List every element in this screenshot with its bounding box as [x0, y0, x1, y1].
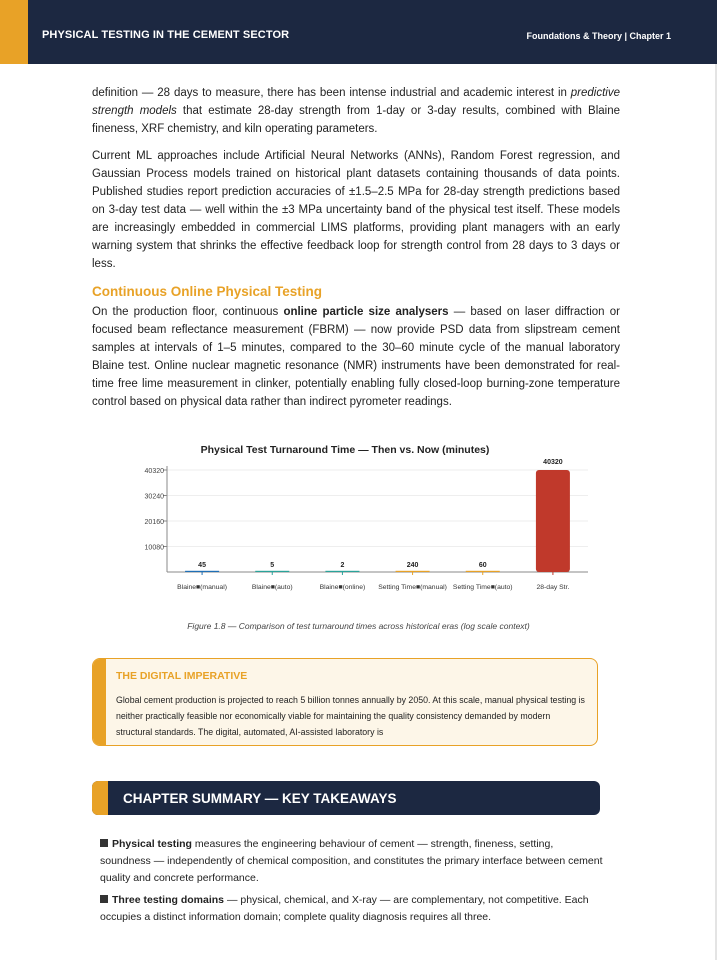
bar-value-label: 2: [340, 562, 345, 569]
takeaway-2-text: — physical, chemical, and X-ray — are complementary, not competitive. Each occupies a distinct information domain; complete quality diagnosis requires all three.: [100, 894, 589, 923]
callout-digital-imperative: [92, 658, 598, 746]
bar-value-label: 5: [270, 562, 275, 569]
bar-0: [185, 571, 219, 572]
bullet-square-icon: [100, 839, 108, 847]
x-category-label: Setting Time■(manual): [378, 584, 447, 591]
takeaway-1-bold: Physical testing: [112, 838, 192, 850]
para3-text-b: — based on laser diffraction or focused beam reflectance measurement (FBRM) — now provide PSD data from slipstream cement samples at intervals of 1–5 minutes, compared to the 30–60 minute cycle of the manual laboratory Blaine test. Online nuclear magnetic resonance (NMR) instruments have been demonstrated for real-time free lime measurement in clinker, potentially enabling fully closed-loop burning-zone temperature control based on physical data rather than indirect pyrometer readings.: [92, 306, 620, 408]
section-heading: Continuous Online Physical Testing: [92, 284, 323, 299]
takeaway-2-bold: Three testing domains: [112, 894, 225, 906]
figure-caption: Figure 1.8 — Comparison of test turnaround times across historical eras (log scale context): [187, 621, 530, 631]
bar-value-label: 240: [406, 562, 419, 569]
para2-text: Current ML approaches include Artificial Neural Networks (ANNs), Random Forest regression, and Gaussian Process models trained on historical plant datasets containing thousands of data points. Published studies report prediction accuracies of ±1.5–2.5 MPa for 28-day strength predictions based on 3-day test data — well within the ±3 MPa uncertainty band of the physical test itself. These models are increasingly embedded in commercial LIMS platforms, providing plant managers with an early warning system that shrinks the effective feedback loop for strength control from 28 days to 3 days or less.: [92, 150, 620, 270]
y-tick-label: 30240: [144, 493, 164, 501]
chart-title: Physical Test Turnaround Time — Then vs. Now (minutes): [200, 444, 490, 456]
takeaway-item-2: [100, 892, 605, 926]
x-category-label: Blaine■(auto): [251, 584, 293, 591]
header-title: PHYSICAL TESTING IN THE CEMENT SECTOR: [42, 29, 290, 41]
callout-text: Global cement production is projected to reach 5 billion tonnes annually by 2050. At this scale, manual physical testing is neither practically feasible nor economically viable for maintaining the quality consistency demanded by modern structural standards. The digital, automated, AI-assisted laboratory is: [116, 695, 585, 737]
chapter-summary-banner: [92, 781, 600, 815]
para1-text-b: that estimate 28-day strength from 1-day or 3-day results, combined with Blaine fineness, XRF chemistry, and kiln operating parameters.: [92, 105, 620, 135]
bar-3: [396, 571, 430, 572]
y-tick-label: 20160: [144, 519, 164, 526]
x-category-label: Blaine■(online): [319, 584, 366, 591]
summary-accent-bar: [92, 781, 108, 815]
x-category-label: 28-day Str.: [536, 584, 570, 591]
bar-value-label: 60: [478, 562, 487, 569]
bar-2: [325, 571, 359, 572]
bar-4: [466, 571, 500, 572]
bar-1: [255, 571, 289, 572]
para3-text-a: On the production floor, continuous: [92, 306, 284, 318]
y-tick-label: 40320: [144, 468, 164, 475]
y-tick-label: 10080: [144, 544, 164, 552]
bar-value-label: 40320: [543, 459, 563, 466]
summary-title: CHAPTER SUMMARY — KEY TAKEAWAYS: [123, 791, 397, 806]
bullet-square-icon: [100, 895, 108, 903]
bar-value-label: 45: [198, 562, 206, 569]
para1-text-a: definition — 28 days to measure, there has been intense industrial and academic interest in: [92, 87, 571, 99]
takeaway-1-text: measures the engineering behaviour of cement — strength, fineness, setting, soundness — independently of chemical composition, and constitutes the primary interface between cement quality and concrete performance.: [100, 838, 603, 884]
x-category-label: Setting Time■(auto): [452, 584, 513, 591]
para3-bold: online particle size analysers: [283, 306, 449, 318]
callout-accent-bar: [93, 659, 106, 745]
x-category-label: Blaine■(manual): [177, 584, 227, 591]
para1-italic: predictive strength models: [92, 87, 620, 117]
takeaway-item-1: [100, 836, 605, 887]
header-chapter-label: Foundations & Theory | Chapter 1: [526, 31, 671, 41]
bar-5: [536, 470, 570, 572]
callout-title: THE DIGITAL IMPERATIVE: [116, 670, 248, 682]
